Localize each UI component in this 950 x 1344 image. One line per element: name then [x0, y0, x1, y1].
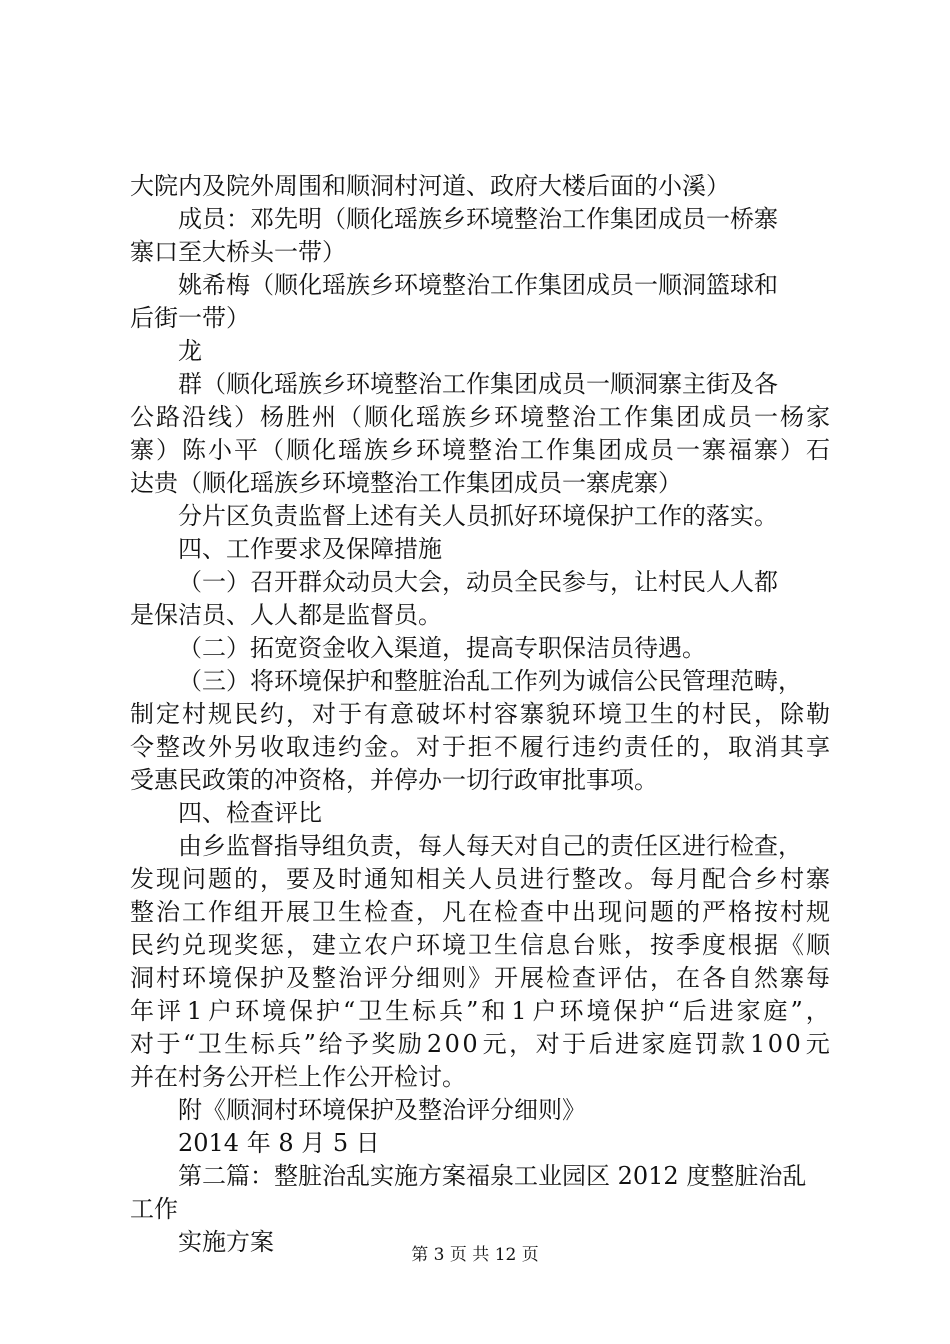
text-line: 洞 村 环 境 保 护 及 整 治 评 分 细 则 》 开 展 检 查 评 估 ， 在 各 自 然 寨 每 — [130, 964, 830, 992]
text-line: 大院内及院外周围和顺洞村河道、政府大楼后面的小溪） — [130, 172, 730, 200]
text-line: 分片区负责监督上述有关人员抓好环境保护工作的落实。 — [178, 502, 778, 530]
text-line: 发 现 问 题 的 ， 要 及 时 通 知 相 关 人 员 进 行 整 改 。 每 月 配 合 乡 村 寨 — [130, 865, 830, 893]
text-line: 群（顺化瑶族乡环境整治工作集团成员一顺洞寨主街及各 — [178, 370, 778, 398]
text-line: 达贵（顺化瑶族乡环境整治工作集团成员一寨虎寨） — [130, 469, 682, 497]
text-line: 实施方案 — [178, 1228, 274, 1256]
text-line: 公 路 沿 线 ） 杨 胜 州 （ 顺 化 瑶 族 乡 环 境 整 治 工 作 集 团 成 员 一 杨 家 — [130, 403, 830, 431]
text-line: 受惠民政策的冲资格，并停办一切行政审批事项。 — [130, 766, 658, 794]
text-line: 工作 — [130, 1195, 178, 1223]
text-line: 2014 年 8 月 5 日 — [178, 1129, 380, 1157]
text-line: 民 约 兑 现 奖 惩 ， 建 立 农 户 环 境 卫 生 信 息 台 账 ， 按 季 度 根 据 《 顺 — [130, 931, 830, 959]
text-line: （一）召开群众动员大会，动员全民参与，让村民人人都 — [178, 568, 778, 596]
text-line: 是保洁员、人人都是监督员。 — [130, 601, 442, 629]
page-footer: 第 3 页 共 12 页 — [411, 1245, 539, 1265]
text-line: 令 整 改 外 另 收 取 违 约 金 。 对 于 拒 不 履 行 违 约 责 任 的 ， 取 消 其 享 — [130, 733, 830, 761]
document-body — [130, 170, 830, 1259]
text-line: （三）将环境保护和整脏治乱工作列为诚信公民管理范畴， — [178, 667, 802, 695]
text-line: 附《顺洞村环境保护及整治评分细则》 — [178, 1096, 586, 1124]
text-line: 四、检查评比 — [178, 799, 322, 827]
text-line: 四、工作要求及保障措施 — [178, 535, 442, 563]
text-line: 对 于 “ 卫 生 标 兵 ” 给 予 奖 励 2 0 0 元 ， 对 于 后 进 家 庭 罚 款 1 0 0 元 — [130, 1030, 830, 1058]
text-line: 由乡监督指导组负责，每人每天对自己的责任区进行检查， — [178, 832, 802, 860]
text-line: 后街一带） — [130, 304, 250, 332]
text-line: 年 评 1 户 环 境 保 护 “ 卫 生 标 兵 ” 和 1 户 环 境 保 护 “ 后 进 家 庭 ” ， — [130, 997, 830, 1025]
text-line: 龙 — [178, 337, 202, 365]
text-line: 姚希梅（顺化瑶族乡环境整治工作集团成员一顺洞篮球和 — [178, 271, 778, 299]
text-line: 第二篇：整脏治乱实施方案福泉工业园区 2012 度整脏治乱 — [178, 1162, 807, 1190]
text-line: 整 治 工 作 组 开 展 卫 生 检 查 ， 凡 在 检 查 中 出 现 问 题 的 严 格 按 村 规 — [130, 898, 830, 926]
text-line: 寨口至大桥头一带） — [130, 238, 346, 266]
text-line: 成员：邓先明（顺化瑶族乡环境整治工作集团成员一桥寨 — [178, 205, 778, 233]
text-line: 寨 ） 陈 小 平 （ 顺 化 瑶 族 乡 环 境 整 治 工 作 集 团 成 员 一 寨 福 寨 ） 石 — [130, 436, 830, 464]
text-line: 制 定 村 规 民 约 ， 对 于 有 意 破 坏 村 容 寨 貌 环 境 卫 生 的 村 民 ， 除 勒 — [130, 700, 830, 728]
text-line: 并在村务公开栏上作公开检讨。 — [130, 1063, 466, 1091]
text-line: （二）拓宽资金收入渠道，提高专职保洁员待遇。 — [178, 634, 706, 662]
